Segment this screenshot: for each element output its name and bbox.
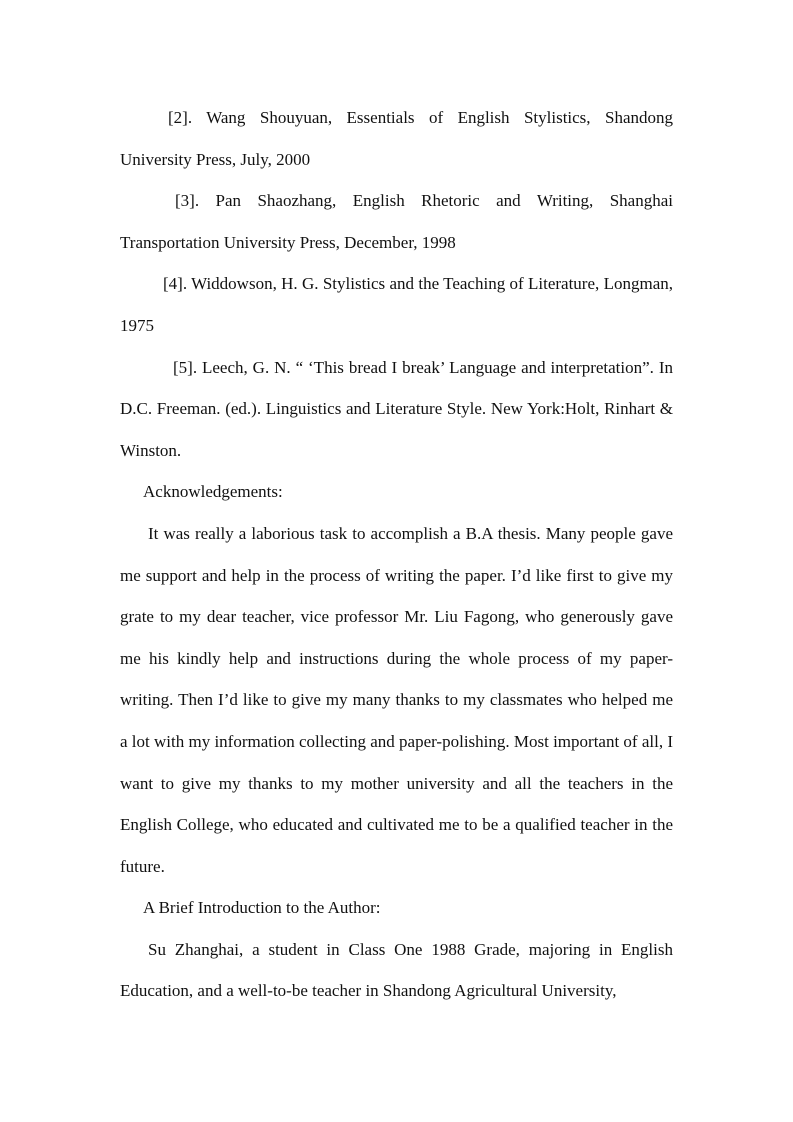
acknowledgements-paragraph: It was really a laborious task to accomplish a B.A thesis. Many people gave me support and help in the process of writing the paper. I’d like first to give my grate to my dear teacher, vice professor Mr. Liu Fagong, who generously gave me his kindly help and instructions during the whole process of my paper-writing. Then I’d like to give my many thanks to my classmates who helped me a lot with my information collecting and paper-polishing. Most important of all, I want to give my thanks to my mother university and all the teachers in the English College, who educated and cultivated me to be a qualified teacher in the future. [120, 523, 673, 876]
author-intro-paragraph: Su Zhanghai, a student in Class One 1988 Grade, majoring in English Education, and a well-to-be teacher in Shandong Agricultural University, [120, 939, 673, 1001]
reference-3: [3]. Pan Shaozhang, English Rhetoric and Writing, Shanghai Transportation University Press, December, 1998 [120, 191, 673, 252]
document-page [120, 97, 673, 1012]
acknowledgements-heading: Acknowledgements: [143, 482, 283, 502]
reference-5: [5]. Leech, G. N. “ ‘This bread I break’ Language and interpretation”. In D.C. Freeman. (ed.). Linguistics and Literature Style. New York:Holt, Rinhart & Winston. [120, 357, 673, 460]
author-intro-heading: A Brief Introduction to the Author: [143, 898, 381, 918]
reference-2: [2]. Wang Shouyuan, Essentials of English Stylistics, Shandong University Press, July, 2000 [120, 108, 673, 169]
reference-4: [4]. Widdowson, H. G. Stylistics and the Teaching of Literature, Longman, 1975 [120, 274, 673, 335]
